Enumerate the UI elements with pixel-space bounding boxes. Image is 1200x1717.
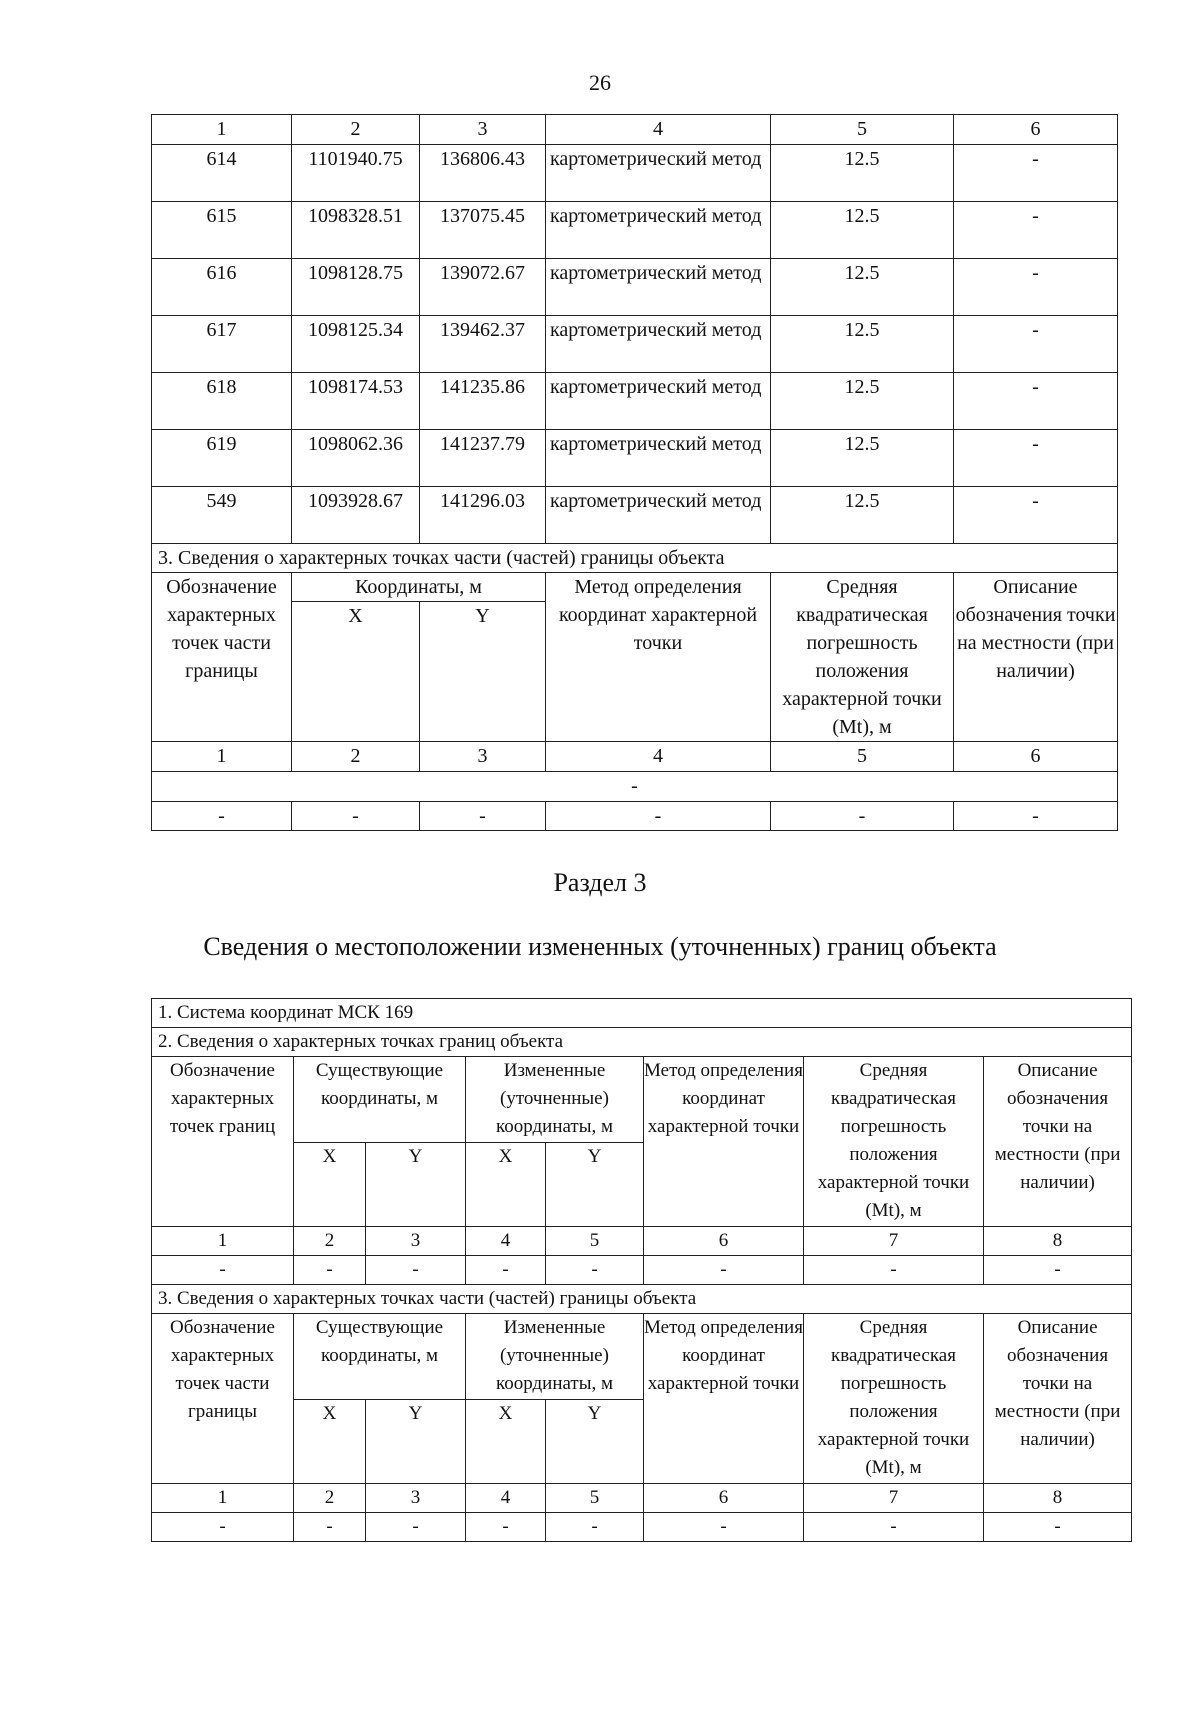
dash-cell: - [466,1256,546,1285]
col-num: 6 [644,1227,804,1256]
dash-row [152,1513,1132,1542]
dash-cell: - [292,802,420,831]
col-num: 7 [804,1227,984,1256]
desc: - [954,202,1118,259]
col-num: 8 [984,1484,1132,1513]
dash-cell: - [804,1513,984,1542]
coord-y: 141296.03 [420,487,546,544]
dash-cell: - [984,1513,1132,1542]
method: картометрический метод [546,145,771,202]
page-number: 26 [589,70,611,95]
dash-cell: - [644,1513,804,1542]
dash-cell: - [546,1513,644,1542]
coord-y: 141237.79 [420,430,546,487]
header-x: X [294,1143,366,1227]
header-designation: Обозначение характерных точек части границы [152,1314,294,1484]
header-mt: Средняя квадратическая погрешность положения характерной точки (Mt), м [804,1314,984,1484]
col-num: 2 [292,115,420,145]
table-row [152,487,1118,544]
merged-dash-row [152,772,1118,802]
col-num: 4 [466,1227,546,1256]
col-num: 7 [804,1484,984,1513]
mt: 12.5 [771,259,954,316]
desc: - [954,487,1118,544]
mt: 12.5 [771,316,954,373]
header-mt: Средняя квадратическая погрешность положения характерной точки (Mt), м [771,573,954,742]
header-method: Метод определения координат характерной точки [546,573,771,742]
col-num: 4 [546,115,771,145]
method: картометрический метод [546,259,771,316]
header-desc: Описание обозначения точки на местности (при наличии) [984,1057,1132,1227]
column-number-row [152,1227,1132,1256]
col-num: 1 [152,1227,294,1256]
point-id: 617 [152,316,292,373]
header-existing: Существующие координаты, м [294,1314,466,1400]
dash-cell: - [152,1513,294,1542]
column-number-row [152,1484,1132,1513]
dash-row [152,1256,1132,1285]
coord-y: 136806.43 [420,145,546,202]
table-row [152,373,1118,430]
desc: - [954,373,1118,430]
section-subheading: Сведения о местоположении измененных (уточненных) границ объекта [203,932,997,961]
col-num: 6 [954,115,1118,145]
section-heading: Раздел 3 [553,868,647,897]
col-num: 3 [366,1484,466,1513]
block2-title: 2. Сведения о характерных точках границ объекта [152,1028,1132,1057]
coord-y: 139072.67 [420,259,546,316]
table-changed-boundaries [151,998,1132,1542]
mt: 12.5 [771,430,954,487]
header-y: Y [420,602,546,742]
header-y: Y [546,1143,644,1227]
col-num: 8 [984,1227,1132,1256]
block3-title: 3. Сведения о характерных точках части (частей) границы объекта [152,1285,1132,1314]
table-part-boundary-points [151,114,1118,831]
table-row [152,145,1118,202]
coord-x: 1101940.75 [292,145,420,202]
dash-cell: - [294,1256,366,1285]
header-x: X [294,1400,366,1484]
coord-x: 1098062.36 [292,430,420,487]
dash-cell: - [294,1513,366,1542]
block-title-row [152,1285,1132,1314]
header-coords: Координаты, м [292,573,546,602]
dash-cell: - [466,1513,546,1542]
point-id: 614 [152,145,292,202]
col-num: 2 [294,1484,366,1513]
desc: - [954,259,1118,316]
coord-system-row [152,999,1132,1028]
col-num: 6 [954,742,1118,772]
coord-x: 1098328.51 [292,202,420,259]
coord-system: 1. Система координат МСК 169 [152,999,1132,1028]
column-number-row [152,742,1118,772]
dash-cell: - [420,802,546,831]
point-id: 616 [152,259,292,316]
mt: 12.5 [771,202,954,259]
header-x: X [292,602,420,742]
dash-cell: - [546,802,771,831]
header-row [152,1057,1132,1143]
point-id: 615 [152,202,292,259]
header-designation: Обозначение характерных точек границ [152,1057,294,1227]
coord-x: 1098125.34 [292,316,420,373]
dash-cell: - [771,802,954,831]
header-desc: Описание обозначения точки на местности (при наличии) [984,1314,1132,1484]
col-num: 5 [546,1227,644,1256]
dash-cell: - [152,802,292,831]
header-method: Метод определения координат характерной точки [644,1314,804,1484]
dash-cell: - [954,802,1118,831]
dash-cell: - [804,1256,984,1285]
col-num: 4 [546,742,771,772]
header-changed: Измененные (уточненные) координаты, м [466,1314,644,1400]
header-existing: Существующие координаты, м [294,1057,466,1143]
col-num: 3 [420,742,546,772]
header-x: X [466,1400,546,1484]
dash-cell: - [546,1256,644,1285]
mt: 12.5 [771,373,954,430]
header-changed: Измененные (уточненные) координаты, м [466,1057,644,1143]
merged-dash: - [152,772,1118,802]
col-num: 5 [546,1484,644,1513]
col-num: 1 [152,115,292,145]
coord-x: 1098174.53 [292,373,420,430]
header-y: Y [546,1400,644,1484]
header-y: Y [366,1143,466,1227]
dash-row [152,802,1118,831]
header-row [152,573,1118,602]
col-num: 5 [771,742,954,772]
mt: 12.5 [771,487,954,544]
method: картометрический метод [546,487,771,544]
table-row [152,430,1118,487]
col-num: 6 [644,1484,804,1513]
method: картометрический метод [546,373,771,430]
col-num: 5 [771,115,954,145]
desc: - [954,145,1118,202]
method: картометрический метод [546,316,771,373]
dash-cell: - [366,1256,466,1285]
dash-cell: - [644,1256,804,1285]
header-x: X [466,1143,546,1227]
dash-cell: - [366,1513,466,1542]
col-num: 3 [420,115,546,145]
header-y: Y [366,1400,466,1484]
desc: - [954,430,1118,487]
coord-y: 141235.86 [420,373,546,430]
coord-x: 1098128.75 [292,259,420,316]
col-num: 3 [366,1227,466,1256]
header-row [152,1314,1132,1400]
method: картометрический метод [546,430,771,487]
col-num: 1 [152,1484,294,1513]
coord-x: 1093928.67 [292,487,420,544]
dash-cell: - [984,1256,1132,1285]
section-title: 3. Сведения о характерных точках части (частей) границы объекта [152,544,1118,573]
col-num: 4 [466,1484,546,1513]
header-mt: Средняя квадратическая погрешность положения характерной точки (Mt), м [804,1057,984,1227]
desc: - [954,316,1118,373]
table-row [152,316,1118,373]
column-number-row [152,115,1118,145]
col-num: 1 [152,742,292,772]
col-num: 2 [292,742,420,772]
point-id: 618 [152,373,292,430]
coord-y: 139462.37 [420,316,546,373]
table-row [152,202,1118,259]
header-designation: Обозначение характерных точек части границы [152,573,292,742]
col-num: 2 [294,1227,366,1256]
table-row [152,259,1118,316]
header-method: Метод определения координат характерной точки [644,1057,804,1227]
mt: 12.5 [771,145,954,202]
point-id: 619 [152,430,292,487]
point-id: 549 [152,487,292,544]
header-desc: Описание обозначения точки на местности (при наличии) [954,573,1118,742]
method: картометрический метод [546,202,771,259]
dash-cell: - [152,1256,294,1285]
block-title-row [152,1028,1132,1057]
section-title-row [152,544,1118,573]
coord-y: 137075.45 [420,202,546,259]
